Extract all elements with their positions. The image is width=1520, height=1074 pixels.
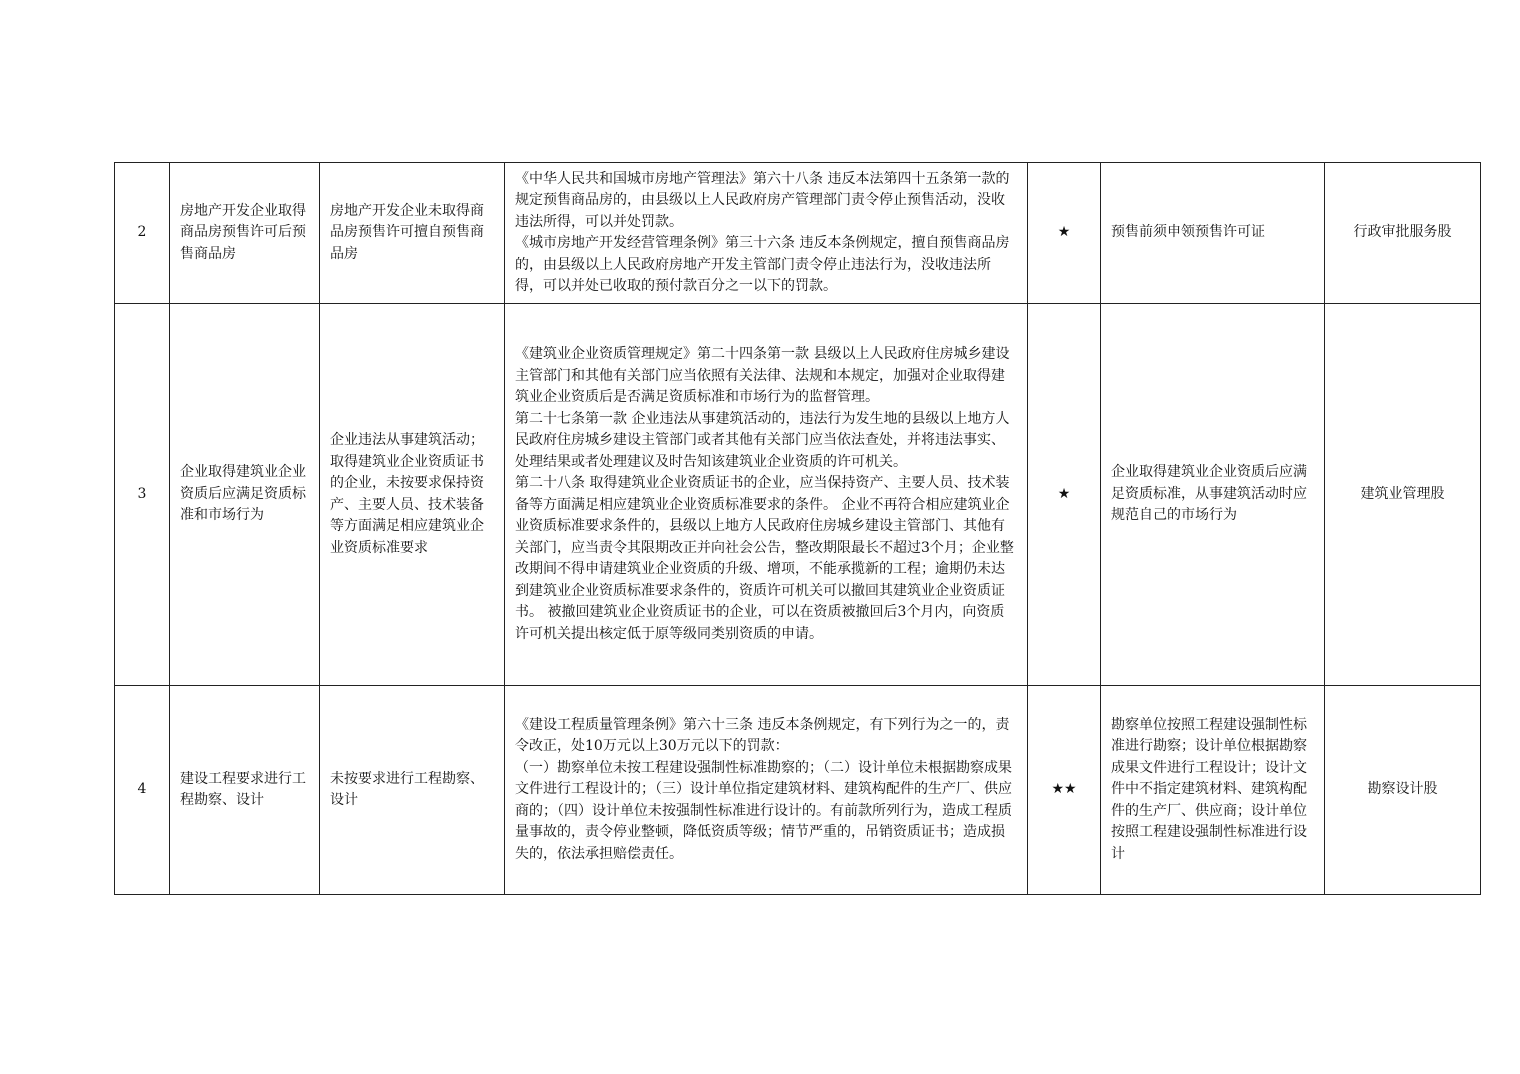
legal-basis (505, 686, 1028, 895)
risk-level-stars: ★ (1028, 163, 1101, 304)
legal-basis (505, 163, 1028, 304)
compliance-requirement: 勘察单位按照工程建设强制性标准进行勘察；设计单位根据勘察成果文件进行工程设计；设计文件中不指定建筑材料、建筑构配件的生产厂、供应商；设计单位按照工程建设强制性标准进行设计 (1101, 686, 1325, 895)
legal-basis (505, 304, 1028, 686)
compliance-requirement: 企业取得建筑业企业资质后应满足资质标准，从事建筑活动时应规范自己的市场行为 (1101, 304, 1325, 686)
compliance-requirement: 预售前须申领预售许可证 (1101, 163, 1325, 304)
risk-level-stars: ★★ (1028, 686, 1101, 895)
legal-basis-paragraph: 《建筑业企业资质管理规定》第二十四条第一款 县级以上人民政府住房城乡建设主管部门和其他有关部门应当依照有关法律、法规和本规定，加强对企业取得建筑业企业资质后是否满足资质标准和市场行为的监督管理。 (515, 346, 1010, 405)
row-number: 4 (115, 686, 170, 895)
table-row (115, 686, 1481, 895)
violation-description: 房地产开发企业未取得商品房预售许可擅自预售商品房 (320, 163, 505, 304)
row-number: 3 (115, 304, 170, 686)
violation-description: 企业违法从事建筑活动；取得建筑业企业资质证书的企业，未按要求保持资产、主要人员、技术装备等方面满足相应建筑业企业资质标准要求 (320, 304, 505, 686)
table-row (115, 304, 1481, 686)
legal-basis-paragraph: 第二十七条第一款 企业违法从事建筑活动的，违法行为发生地的县级以上地方人民政府住房城乡建设主管部门或者其他有关部门应当依法查处，并将违法事实、处理结果或者处理建议及时告知该建筑业企业资质的许可机关。 (515, 410, 1010, 470)
table-row (115, 163, 1481, 304)
legal-basis-paragraph: （一）勘察单位未按工程建设强制性标准勘察的；（二）设计单位未根据勘察成果文件进行工程设计的；（三）设计单位指定建筑材料、建筑构配件的生产厂、供应商的；（四）设计单位未按强制性标准进行设计的。有前款所列行为，造成工程质量事故的，责令停业整顿，降低资质等级；情节严重的，吊销资质证书；造成损失的，依法承担赔偿责任。 (515, 759, 1012, 862)
responsible-department: 行政审批服务股 (1325, 163, 1481, 304)
check-item: 建设工程要求进行工程勘察、设计 (170, 686, 320, 895)
risk-level-stars: ★ (1028, 304, 1101, 686)
check-item: 房地产开发企业取得商品房预售许可后预售商品房 (170, 163, 320, 304)
legal-basis-paragraph: 第二十八条 取得建筑业企业资质证书的企业，应当保持资产、主要人员、技术装备等方面满足相应建筑业企业资质标准要求的条件。 企业不再符合相应建筑业企业资质标准要求条件的，县级以上地方人民政府住房城乡建设主管部门、其他有关部门，应当责令其限期改正并向社会公告，整改期限最长不超过3个月；企业整改期间不得申请建筑业企业资质的升级、增项，不能承揽新的工程；逾期仍未达到建筑业企业资质标准要求条件的，资质许可机关可以撤回其建筑业企业资质证书。 被撤回建筑业企业资质证书的企业，可以在资质被撤回后3个月内，向资质许可机关提出核定低于原等级同类别资质的申请。 (515, 475, 1014, 642)
responsible-department: 建筑业管理股 (1325, 304, 1481, 686)
legal-basis-paragraph: 《城市房地产开发经营管理条例》第三十六条 违反本条例规定，擅自预售商品房的，由县级以上人民政府房地产开发主管部门责令停止违法行为，没收违法所得，可以并处已收取的预付款百分之一以下的罚款。 (515, 235, 1010, 294)
legal-basis-paragraph: 《建设工程质量管理条例》第六十三条 违反本条例规定，有下列行为之一的，责令改正，处10万元以上30万元以下的罚款： (515, 716, 1010, 755)
row-number: 2 (115, 163, 170, 304)
regulation-table (114, 162, 1481, 895)
responsible-department: 勘察设计股 (1325, 686, 1481, 895)
violation-description: 未按要求进行工程勘察、设计 (320, 686, 505, 895)
legal-basis-paragraph: 《中华人民共和国城市房地产管理法》第六十八条 违反本法第四十五条第一款的规定预售商品房的，由县级以上人民政府房产管理部门责令停止预售活动，没收违法所得，可以并处罚款。 (515, 170, 1010, 230)
check-item: 企业取得建筑业企业资质后应满足资质标准和市场行为 (170, 304, 320, 686)
